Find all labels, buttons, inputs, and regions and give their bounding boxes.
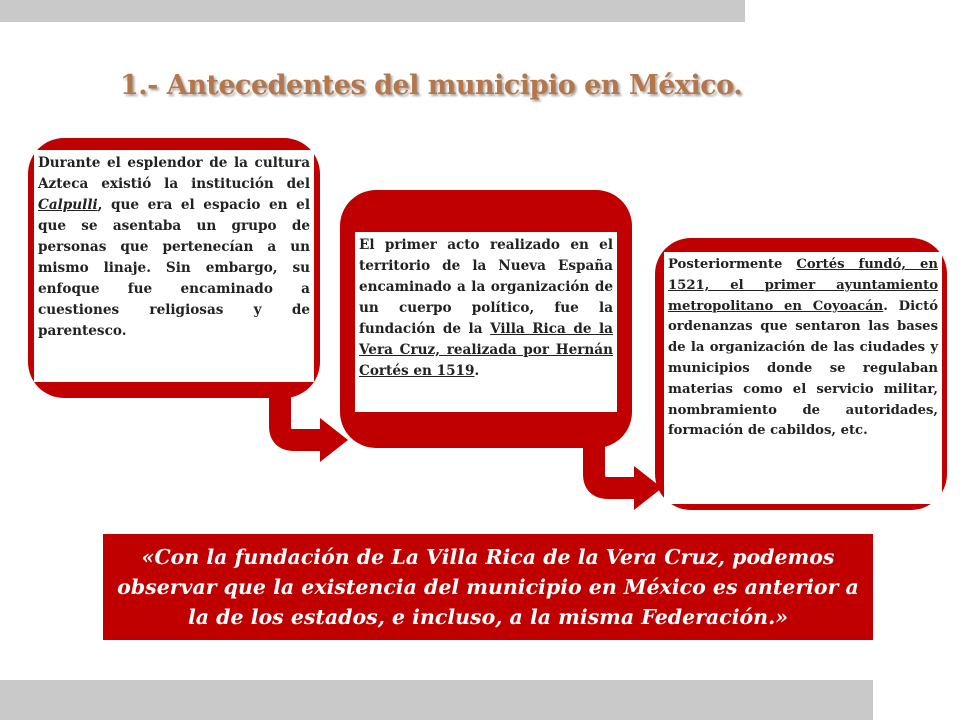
card-text-segment: . xyxy=(474,363,480,379)
card-text-segment: Durante el esplendor de la cultura Azteca existió la institución del xyxy=(38,155,310,192)
card-text-segment: El primer acto realizado en el territorio de la Nueva España encaminado a la organización de un cuerpo político, fue la fundación de la xyxy=(359,237,613,337)
card-text-highlight: Calpulli xyxy=(38,197,98,213)
card-text-segment: Posteriormente xyxy=(668,257,797,272)
card-calpulli-text xyxy=(34,150,314,382)
quote-box xyxy=(103,534,873,640)
arrow-2-icon xyxy=(578,440,662,512)
arrow-1-icon xyxy=(264,392,348,464)
top-decorative-bar xyxy=(0,0,745,22)
card-text-highlight: Villa Rica de la Vera Cruz, realizada por Hernán Cortés en 1519 xyxy=(359,321,613,379)
quote-text: «Con la fundación de La Villa Rica de la Vera Cruz, podemos observar que la existencia del municipio en México es anterior a la de los estados, e incluso, a la misma Federación.» xyxy=(117,545,859,629)
card-text-segment: , que era el espacio en el que se asentaba un grupo de personas que pertenecían a un mismo linaje. Sin embargo, su enfoque fue encaminado a cuestiones religiosas y de parentesco. xyxy=(38,197,310,339)
bottom-decorative-bar xyxy=(0,680,873,720)
card-coyoacan-text xyxy=(664,252,942,504)
card-villa-rica-text xyxy=(355,232,617,412)
card-text-highlight: Cortés fundó, en 1521, el primer ayuntamiento metropolitano en Coyoacán xyxy=(668,257,938,314)
card-text-segment: . Dictó ordenanzas que sentaron las bases de la organización de las ciudades y municipios donde se regulaban materias como el servicio militar, nombramiento de autoridades, formación de cabildos, etc. xyxy=(668,298,939,439)
page-title: 1.- Antecedentes del municipio en México. xyxy=(120,70,743,101)
